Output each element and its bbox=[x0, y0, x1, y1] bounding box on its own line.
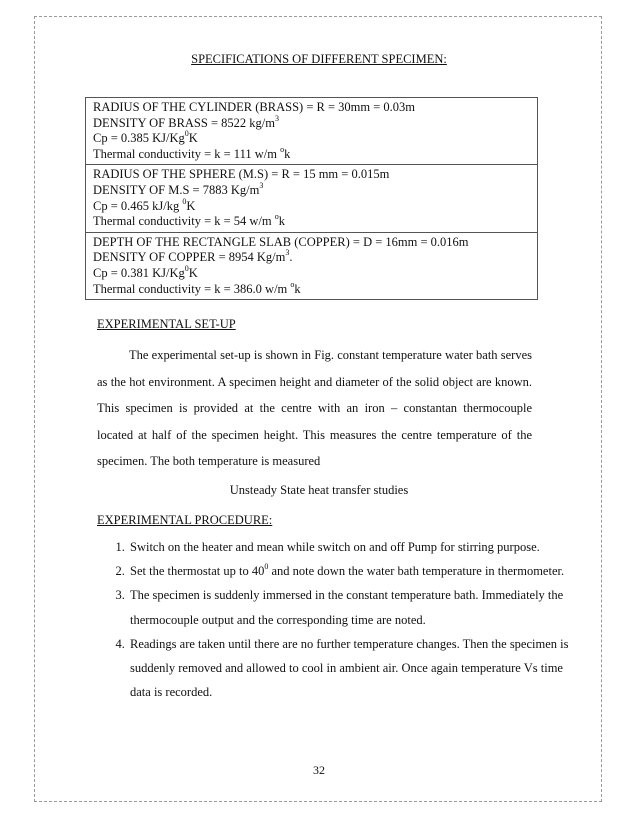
spec-line: DENSITY OF M.S = 7883 $Kg/m^3$ bbox=[93, 180, 264, 197]
procedure-steps bbox=[97, 535, 573, 704]
spec-line: Thermal conductivity = k = 54 w/m $^o$k bbox=[93, 212, 286, 229]
spec-line: RADIUS OF THE CYLINDER (BRASS) = R = 30mm = 0.03m bbox=[93, 100, 415, 114]
procedure-step: 4. Readings are taken until there are no further temperature changes. Then the specimen is suddenly removed and allowed to cool in ambient air. Once again temperature Vs time data is recorded. bbox=[128, 632, 573, 705]
procedure-heading: EXPERIMENTAL PROCEDURE: bbox=[97, 513, 273, 527]
spec-line: DENSITY OF BRASS = 8522 $kg/m^3$ bbox=[93, 113, 279, 130]
spec-line: Thermal conductivity = k = 111 w/m $^o$k bbox=[93, 144, 291, 161]
spec-line: DENSITY OF COPPER = 8954 $Kg/m^3$. bbox=[93, 248, 293, 265]
spec-line: DEPTH OF THE RECTANGLE SLAB (COPPER) = D = 16mm = 0.016m bbox=[93, 234, 469, 249]
procedure-step: 1. Switch on the heater and mean while switch on and off Pump for stirring purpose. bbox=[128, 535, 573, 559]
spec-block-ms-sphere bbox=[86, 164, 537, 231]
spec-block-copper-slab bbox=[86, 232, 537, 299]
specifications-title: SPECIFICATIONS OF DIFFERENT SPECIMEN: bbox=[191, 52, 447, 66]
setup-heading: EXPERIMENTAL SET-UP bbox=[97, 317, 236, 331]
spec-line: Cp = 0.385 KJ/Kg$^0$K bbox=[93, 129, 198, 146]
section-subtitle: Unsteady State heat transfer studies bbox=[229, 483, 409, 497]
page-number: 32 bbox=[313, 763, 325, 777]
spec-block-brass-cylinder bbox=[86, 98, 537, 164]
spec-line: RADIUS OF THE SPHERE (M.S) = R = 15 mm = 0.015m bbox=[93, 167, 390, 182]
procedure-step: 3. The specimen is suddenly immersed in the constant temperature bath. Immediately the thermocouple output and the corresponding time are noted. bbox=[128, 583, 573, 631]
specifications-table bbox=[85, 97, 538, 300]
spec-line: Cp = 0.381 KJ/Kg$^0$K bbox=[93, 263, 198, 280]
procedure-step: 2. Set the thermostat up to $40^0$ and note down the water bath temperature in thermometer. bbox=[128, 559, 573, 583]
setup-paragraph: The experimental set-up is shown in Fig. constant temperature water bath serves as the hot environment. A specimen height and diameter of the solid object are known. This specimen is provided at the centre with an iron – constantan thermocouple located at half of the specimen height. This measures the centre temperature of the specimen. The both temperature is measured bbox=[97, 348, 532, 468]
spec-line: Thermal conductivity = k = 386.0 w/m $^o$k bbox=[93, 279, 301, 296]
spec-line: Cp = 0.465 kJ/kg $^0$K bbox=[93, 196, 196, 213]
